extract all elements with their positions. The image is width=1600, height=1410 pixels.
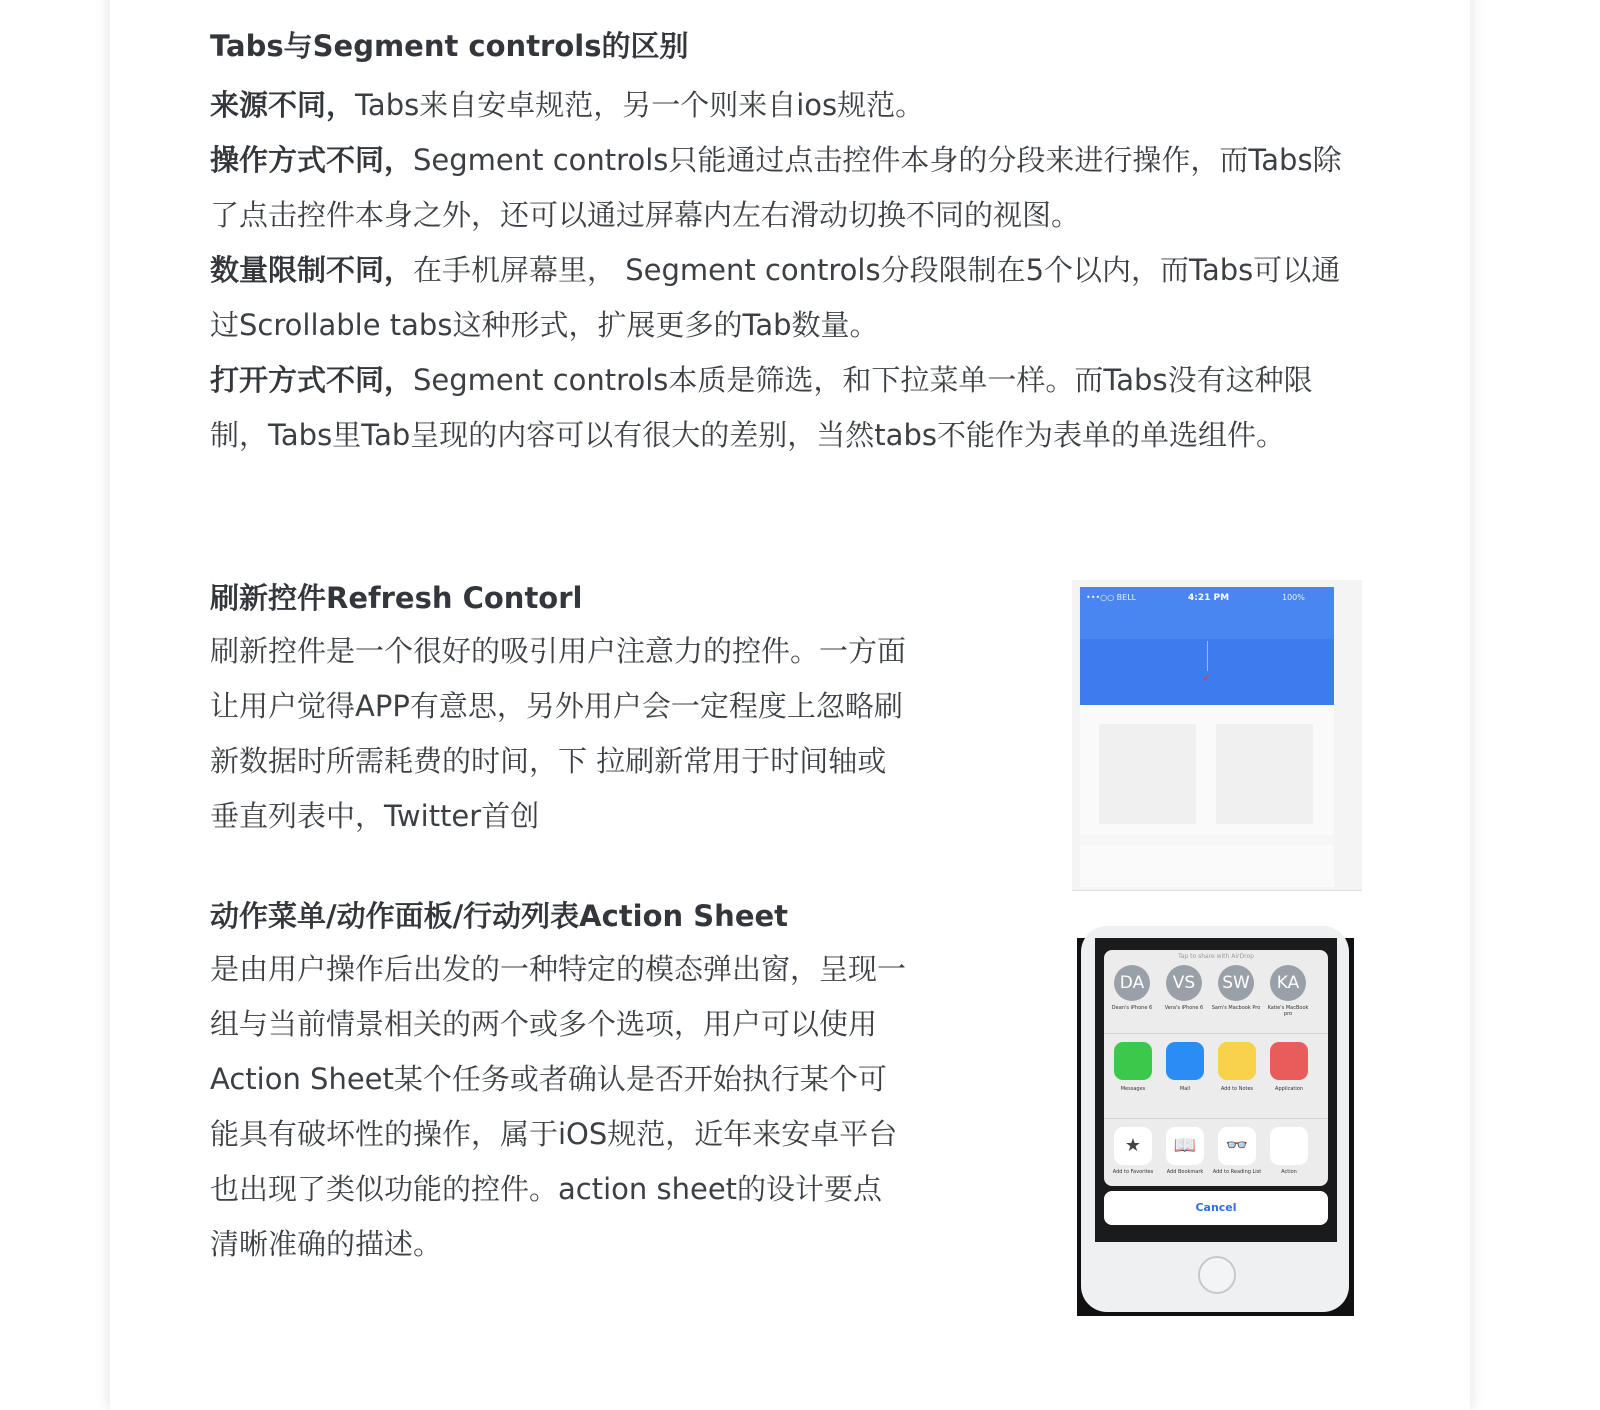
avatar-label: Sam's Macbook Pro [1211,1005,1261,1011]
avatar-label: Katie's MacBook pro [1267,1005,1309,1017]
action-label: Add Bookmark [1166,1169,1204,1175]
content-placeholder [1099,724,1196,824]
app-label: Messages [1120,1086,1146,1092]
point-lead: 数量限制不同， [210,253,414,287]
point-text: Tabs来自安卓规范，另一个则来自ios规范。 [355,88,925,122]
app-label: Application [1275,1086,1303,1092]
status-bar [1080,587,1334,639]
section-title-tabs: Tabs与Segment controls的区别 [210,29,689,63]
refresh-hook-icon: ✓ [1202,671,1212,684]
mail-icon[interactable] [1166,1042,1204,1080]
refresh-control-image [1072,580,1362,891]
blank-icon[interactable] [1270,1127,1308,1165]
point-source [210,78,1360,133]
action-sheet-description: 是由用户操作后出发的一种特定的模态弹出窗，呈现一组与当前情景相关的两个或多个选项，用户可以使用Action Sheet某个任务或者确认是否开始执行某个可能具有破坏性的操作，属于iOS规范，近年来安卓平台也出现了类似功能的控件。action sheet的设计要点清晰准确的描述。 [210,952,907,1261]
avatar-label: Dean's iPhone 6 [1111,1005,1153,1011]
point-quantity [210,243,1360,353]
cancel-button[interactable]: Cancel [1104,1191,1328,1225]
action-label: Action [1281,1169,1297,1175]
point-lead: 操作方式不同， [210,143,414,177]
app-label: Add to Notes [1220,1086,1254,1092]
pull-string [1207,641,1208,671]
avatar[interactable]: DA [1114,965,1150,1001]
app-header [1080,587,1334,705]
clock-label: 4:21 PM [1188,593,1230,603]
action-label: Add to Reading List [1212,1169,1262,1175]
app-label: Mail [1179,1086,1191,1092]
content-placeholder [1216,724,1313,824]
messages-icon[interactable] [1114,1042,1152,1080]
action-sheet-image [1077,938,1354,1316]
share-sheet [1104,950,1328,1186]
point-text: Segment controls本质是筛选，和下拉菜单一样。而Tabs没有这种限制，Tabs里Tab呈现的内容可以有很大的差别，当然tabs不能作为表单的单选组件。 [210,363,1313,452]
book-icon[interactable]: 📖 [1166,1127,1204,1165]
point-lead: 打开方式不同， [210,363,414,397]
carrier-label: •••○○ BELL [1086,593,1137,602]
phone-screen [1095,938,1337,1242]
home-button[interactable] [1198,1256,1236,1294]
avatar[interactable]: KA [1270,965,1306,1001]
phone-screen [1080,587,1334,887]
section-title-refresh: 刷新控件Refresh Contorl [210,581,583,615]
content-placeholder [1080,835,1334,845]
refresh-description: 刷新控件是一个很好的吸引用户注意力的控件。一方面让用户觉得APP有意思，另外用户会一定程度上忽略刷新数据时所需耗费的时间，下 拉刷新常用于时间轴或垂直列表中，Twitter首创 [210,634,907,833]
battery-label: 100% [1282,593,1305,602]
tabs-comparison [210,78,1360,463]
point-lead: 来源不同， [210,88,356,122]
notes-icon[interactable] [1218,1042,1256,1080]
divider [1104,1118,1328,1119]
glasses-icon[interactable]: 👓 [1218,1127,1256,1165]
airdrop-hint: Tap to share with AirDrop [1178,953,1254,960]
application-icon[interactable] [1270,1042,1308,1080]
action-label: Add to Favorites [1112,1169,1154,1175]
point-text: 在手机屏幕里， Segment controls分段限制在5个以内，而Tabs可以通过Scrollable tabs这种形式，扩展更多的Tab数量。 [210,253,1341,342]
point-opening [210,353,1360,463]
phone-body [1081,926,1349,1312]
point-operation [210,133,1360,243]
avatar-label: Vera's iPhone 6 [1164,1005,1204,1011]
avatar[interactable]: SW [1218,965,1254,1001]
divider [1104,1033,1328,1034]
star-icon[interactable]: ★ [1114,1127,1152,1165]
section-title-action-sheet: 动作菜单/动作面板/行动列表Action Sheet [210,899,789,933]
point-text: Segment controls只能通过点击控件本身的分段来进行操作，而Tabs除了点击控件本身之外，还可以通过屏幕内左右滑动切换不同的视图。 [210,143,1342,232]
avatar[interactable]: VS [1166,965,1202,1001]
